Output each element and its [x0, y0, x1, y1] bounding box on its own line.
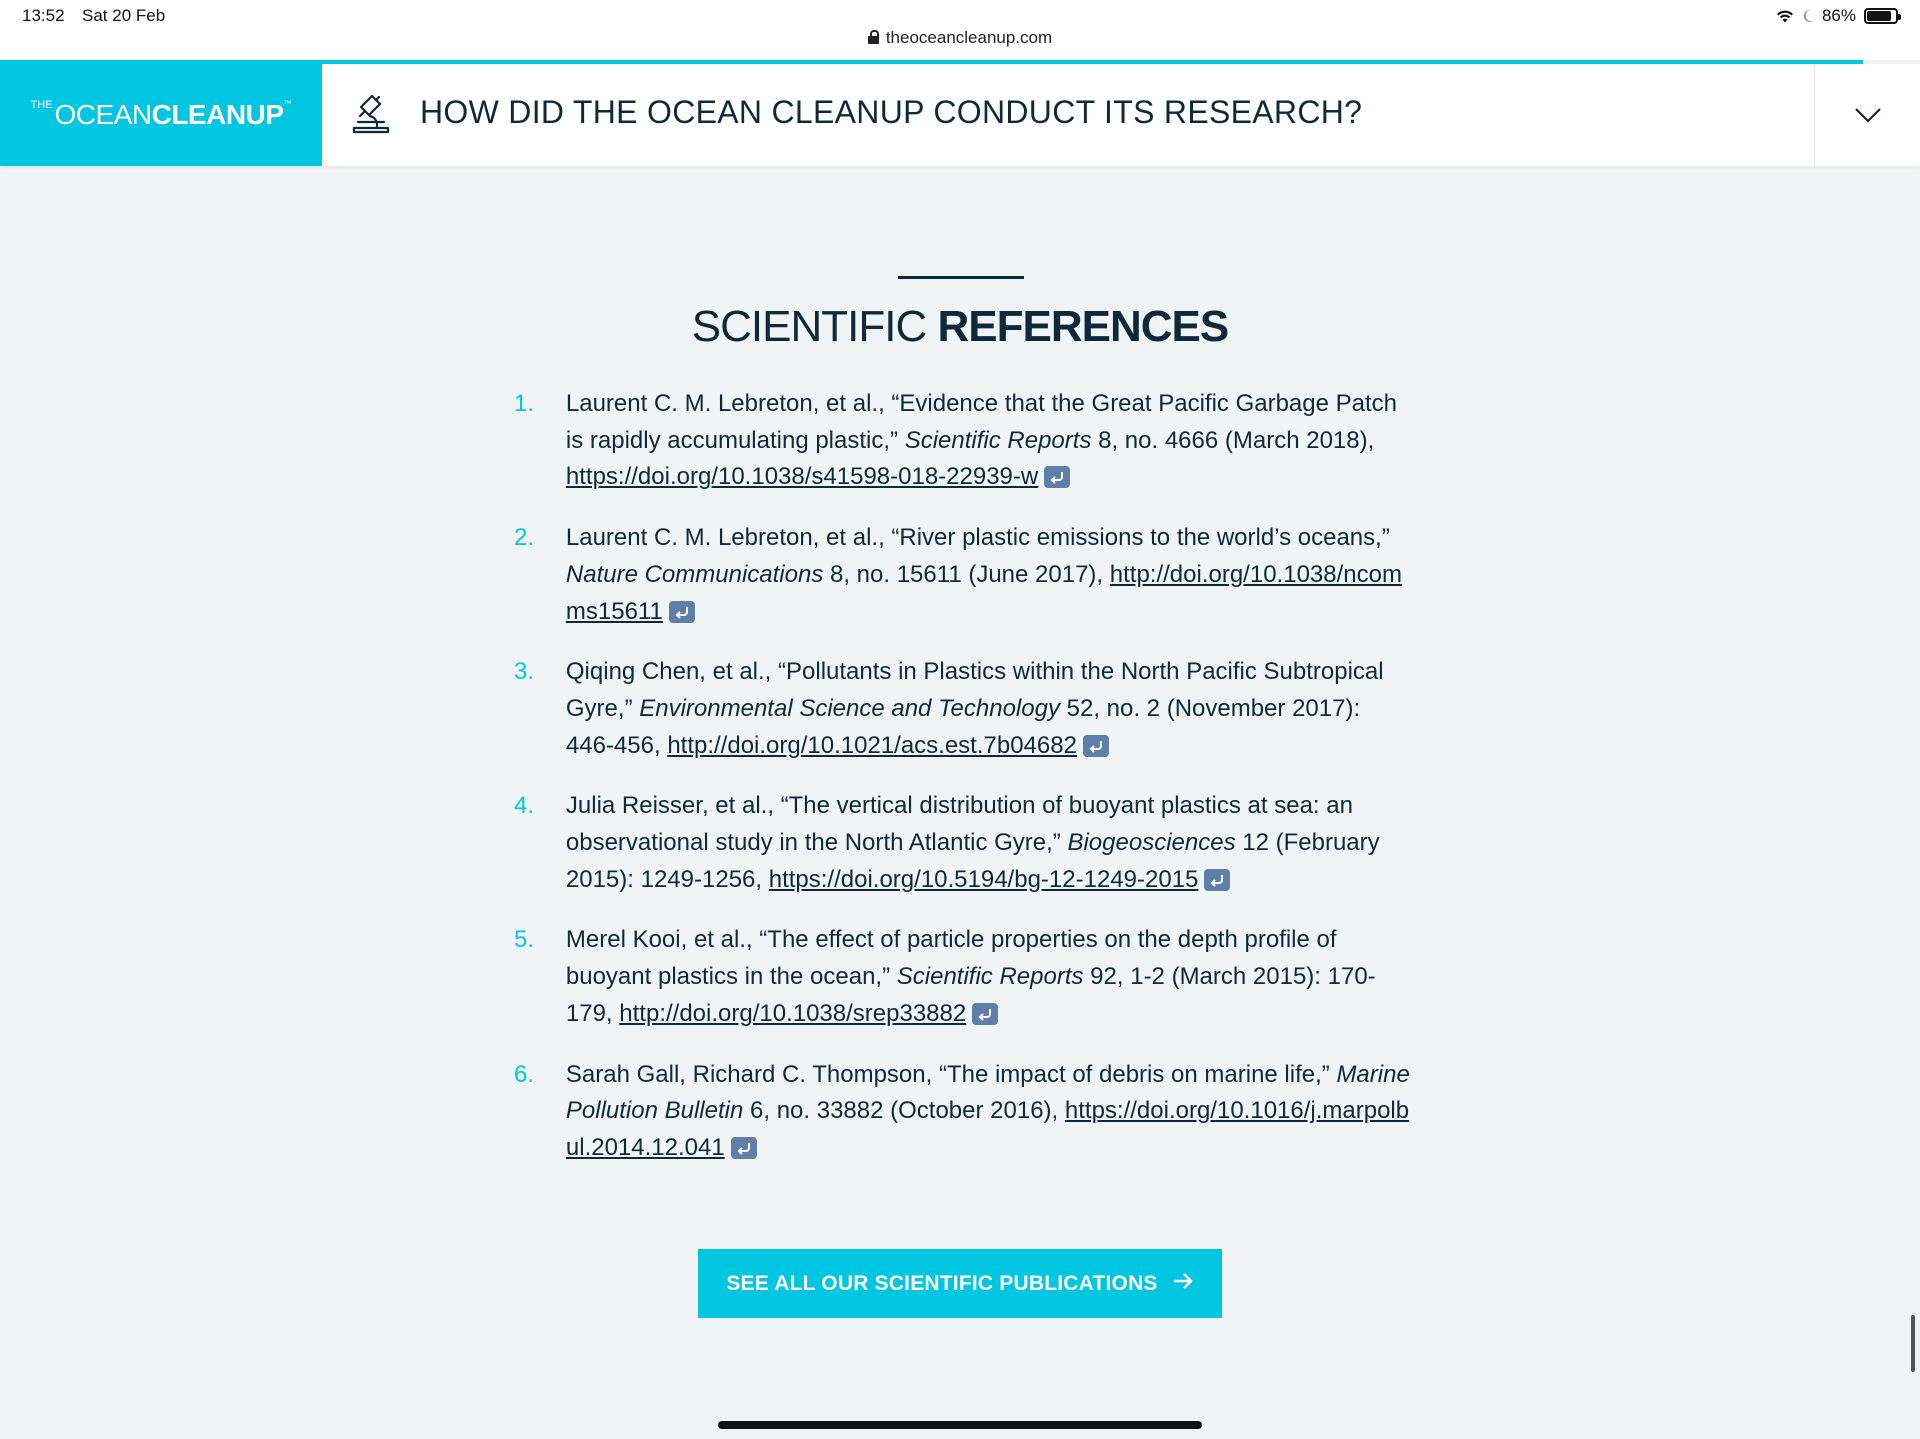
reference-number: 1. [514, 390, 535, 417]
reference-link[interactable]: http://doi.org/10.1038/ncomms15611 [565, 560, 1402, 625]
arrow-right-icon [1172, 1272, 1194, 1296]
reference-journal: Environmental Science and Technology [639, 694, 1060, 722]
reference-citation: Sarah Gall, Richard C. Thompson, “The impact of debris on marine life,” [565, 1060, 1337, 1088]
reference-link[interactable]: https://doi.org/10.1016/j.marpolbul.2014.12.041 [565, 1097, 1410, 1161]
chevron-down-icon [1854, 107, 1882, 123]
logo-tm: ™ [283, 98, 292, 108]
reference-text [566, 788, 1414, 898]
reference-number: 3. [514, 658, 535, 686]
reference-journal: Biogeosciences [1067, 829, 1236, 857]
reference-number: 4. [514, 792, 535, 820]
logo[interactable] [0, 64, 322, 166]
reference-item [514, 788, 1414, 898]
reference-item [514, 654, 1414, 764]
reference-number: 6. [514, 1060, 535, 1088]
address-bar[interactable] [0, 28, 1920, 48]
status-indicators [1776, 6, 1898, 26]
reference-journal: Scientific Reports [896, 963, 1084, 991]
status-time: 13:52 [22, 6, 65, 25]
reference-details: 8, no. 15611 (June 2017), [823, 560, 1110, 588]
page-title: HOW DID THE OCEAN CLEANUP CONDUCT ITS RESEARCH? [420, 94, 1363, 130]
reference-journal: Marine Pollution Bulletin [565, 1060, 1410, 1125]
return-icon[interactable] [1083, 735, 1109, 757]
logo-the: THE [30, 99, 53, 111]
moon-icon [1802, 9, 1814, 23]
reference-details: 12 (February 2015): 1249-1256, [565, 829, 1380, 893]
status-date: Sat 20 Feb [82, 6, 166, 25]
reference-citation: Merel Kooi, et al., “The effect of particle properties on the depth profile of buoyant plastics in the ocean,” [565, 926, 1337, 991]
page-header [0, 64, 1920, 166]
reference-text [566, 654, 1414, 764]
return-icon[interactable] [669, 601, 695, 623]
section-title [0, 302, 1920, 352]
reference-details: 8, no. 4666 (March 2018), [1091, 426, 1375, 454]
wifi-icon [1776, 10, 1794, 23]
see-all-publications-button[interactable] [698, 1249, 1222, 1318]
cta-label: SEE ALL OUR SCIENTIFIC PUBLICATIONS [726, 1271, 1158, 1295]
logo-cleanup: CLEANUP [151, 99, 284, 130]
reference-number: 5. [514, 926, 535, 954]
address-bar-url: theoceancleanup.com [885, 28, 1053, 47]
return-icon[interactable] [731, 1137, 757, 1159]
return-icon[interactable] [972, 1003, 998, 1025]
lock-icon [868, 32, 879, 44]
reference-link[interactable]: https://doi.org/10.5194/bg-12-1249-2015 [768, 865, 1199, 893]
logo-ocean: OCEAN [54, 99, 152, 130]
reference-item [514, 1057, 1414, 1167]
reference-text [566, 1057, 1414, 1167]
reference-link[interactable]: http://doi.org/10.1038/srep33882 [619, 999, 967, 1027]
battery-percent: 86% [1821, 6, 1856, 25]
reference-text [566, 386, 1414, 496]
reference-text [566, 520, 1414, 630]
scrollbar[interactable] [1911, 1315, 1915, 1372]
section-title-light: SCIENTIFIC [691, 302, 938, 351]
return-icon[interactable] [1044, 466, 1070, 488]
reference-journal: Scientific Reports [904, 426, 1092, 454]
section-rule [898, 276, 1024, 279]
battery-icon [1864, 8, 1898, 24]
reference-details: 52, no. 2 (November 2017): 446-456, [565, 694, 1361, 759]
home-indicator[interactable] [718, 1421, 1202, 1429]
reference-citation: Qiqing Chen, et al., “Pollutants in Plastics within the North Pacific Subtropical Gyre,” [565, 658, 1384, 722]
reference-citation: Laurent C. M. Lebreton, et al., “Evidence that the Great Pacific Garbage Patch is rapidly accumulating plastic,” [565, 390, 1398, 454]
reference-details: 6, no. 33882 (October 2016), [743, 1097, 1065, 1125]
references-list [514, 386, 1414, 1191]
section-title-bold: REFERENCES [937, 302, 1229, 351]
reference-number: 2. [514, 524, 535, 552]
reference-item [514, 520, 1414, 630]
reference-text [566, 922, 1414, 1032]
expand-menu-button[interactable] [1815, 64, 1920, 166]
status-bar [0, 0, 1920, 60]
battery-fill [1867, 11, 1891, 21]
microscope-icon [350, 92, 392, 136]
return-icon[interactable] [1204, 869, 1230, 891]
reference-journal: Nature Communications [565, 560, 824, 588]
reference-item [514, 922, 1414, 1032]
reference-link[interactable]: https://doi.org/10.1038/s41598-018-22939-w [565, 463, 1039, 491]
reference-citation: Julia Reisser, et al., “The vertical distribution of buoyant plastics at sea: an observational study in the North Atlantic Gyre,” [565, 792, 1353, 857]
reference-link[interactable]: http://doi.org/10.1021/acs.est.7b04682 [667, 731, 1077, 759]
reference-item [514, 386, 1414, 496]
reference-details: 92, 1-2 (March 2015): 170-179, [565, 963, 1376, 1027]
reference-citation: Laurent C. M. Lebreton, et al., “River plastic emissions to the world’s oceans,” [565, 524, 1390, 552]
